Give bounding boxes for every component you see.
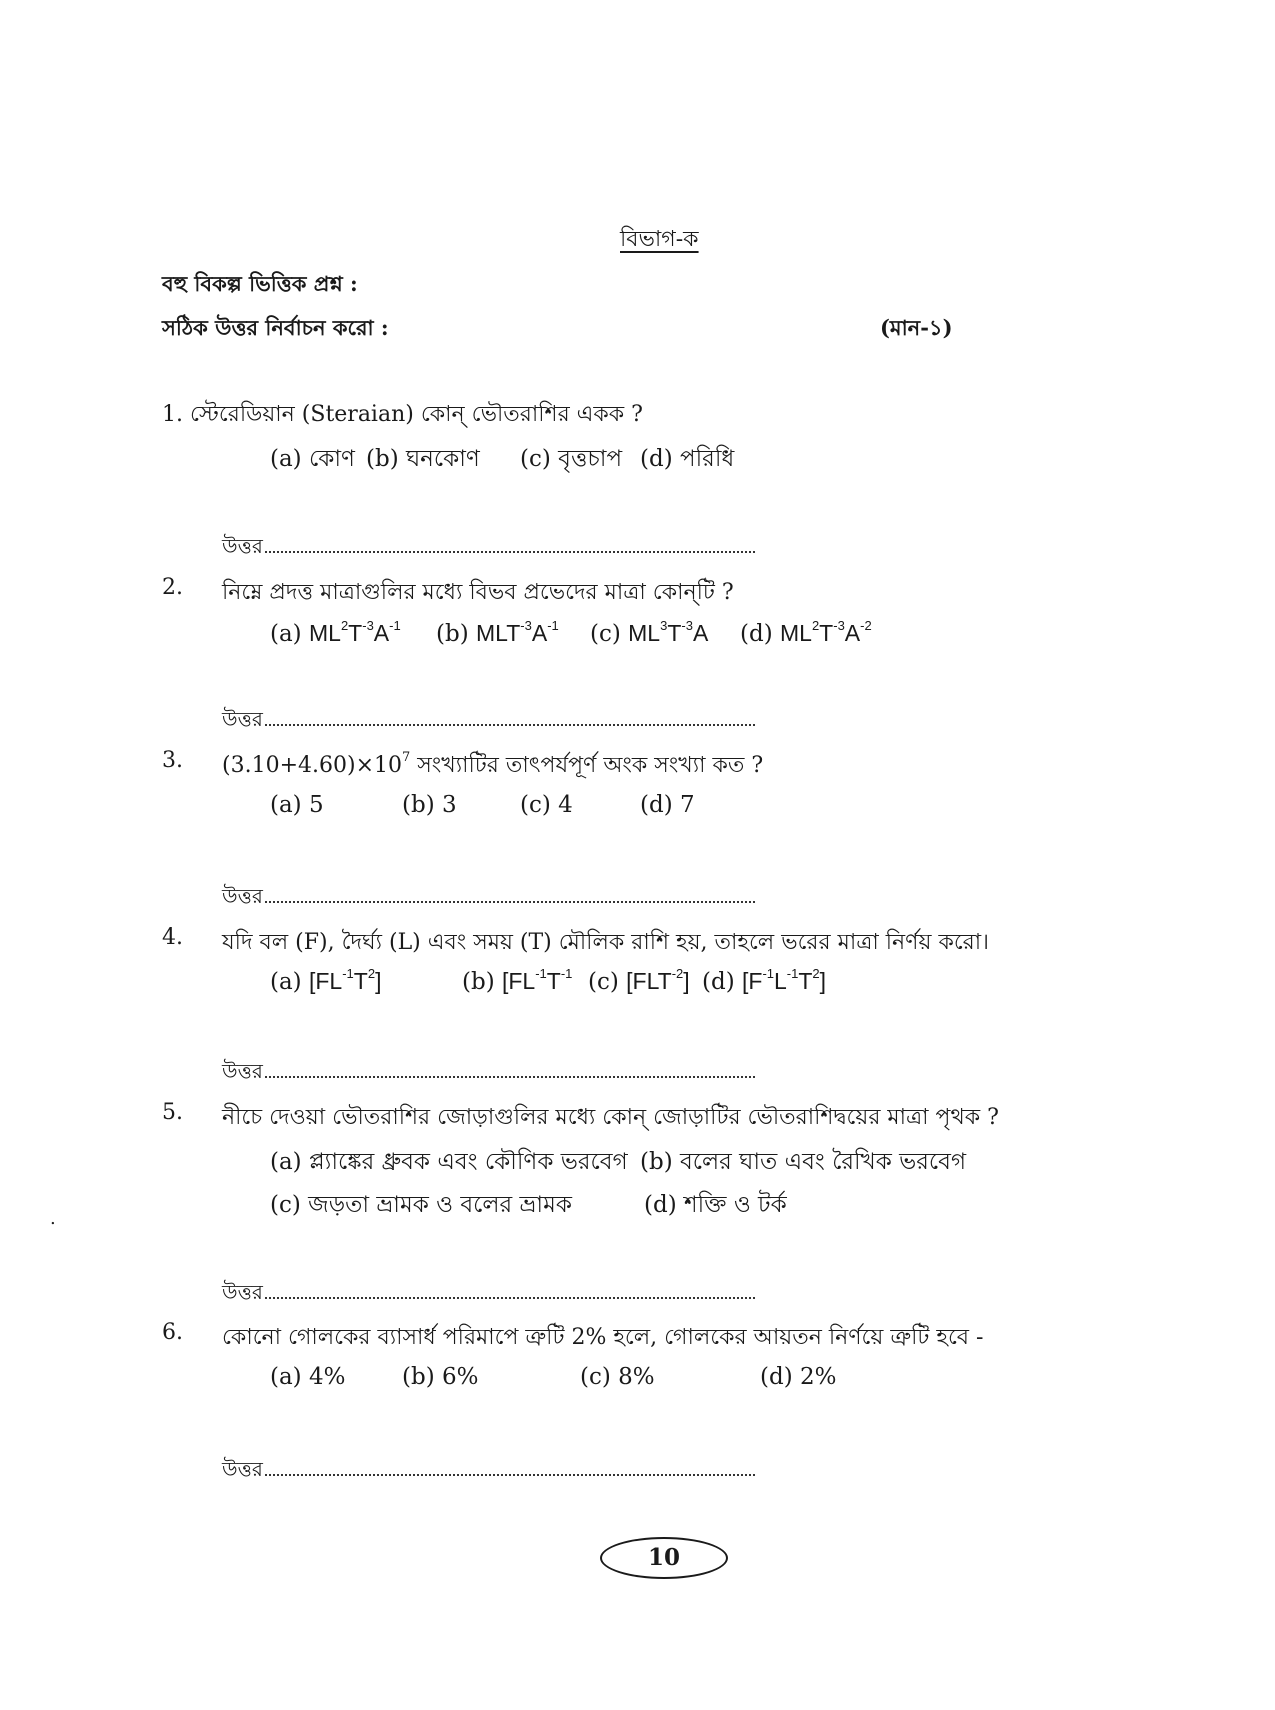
option-5c: (c) জড়তা ভ্রামক ও বলের ভ্রামক xyxy=(270,1192,572,1218)
option-label: (c) xyxy=(588,969,619,995)
option-2a xyxy=(270,620,401,647)
option-3d: (d) 7 xyxy=(640,792,695,818)
answer-dots xyxy=(265,1059,755,1078)
answer-line-2 xyxy=(222,705,755,738)
formula: [$FL^{-1}T^{-1}$ xyxy=(501,966,573,994)
option-label: (a) xyxy=(270,621,302,647)
formula: $ML^2T^{-3}A^{-1}$ xyxy=(308,618,401,646)
question-2-text: নিম্নে প্রদত্ত মাত্রাগুলির মধ্যে বিভব প্রভেদের মাত্রা কোন্‌টি ? xyxy=(222,580,734,605)
option-5a: (a) প্ল্যাঙ্কের ধ্রুবক এবং কৌণিক ভরবেগ xyxy=(270,1149,628,1175)
heading-instruction: সঠিক উত্তর নির্বাচন করো : xyxy=(162,315,389,340)
answer-label: উত্তর xyxy=(222,1280,263,1304)
option-6a: (a) 4% xyxy=(270,1364,346,1390)
question-1 xyxy=(162,397,643,434)
option-1b: (b) ঘনকোণ xyxy=(366,446,480,472)
section-title: বিভাগ-ক xyxy=(620,227,699,252)
option-3c: (c) 4 xyxy=(520,792,573,818)
question-number: 1. xyxy=(162,402,183,427)
answer-label: উত্তর xyxy=(222,1457,263,1481)
question-5-number: 5. xyxy=(162,1100,183,1125)
question-5-text: নীচে দেওয়া ভৌতরাশির জোড়াগুলির মধ্যে কোন্ জোড়াটির ভৌতরাশিদ্বয়ের মাত্রা পৃথক ? xyxy=(222,1105,999,1130)
option-6d: (d) 2% xyxy=(760,1364,837,1390)
option-4a xyxy=(270,968,381,995)
answer-line-1 xyxy=(222,532,755,565)
question-4-text: যদি বল (F), দৈর্ঘ্য (L) এবং সময় (T) মৌলিক রাশি হয়, তাহলে ভরের মাত্রা নির্ণয় করো। xyxy=(222,930,990,955)
option-label: (c) xyxy=(590,621,621,647)
option-6c: (c) 8% xyxy=(580,1364,655,1390)
option-2d xyxy=(740,620,872,647)
option-label: (d) xyxy=(740,621,773,647)
heading-mcq: বহু বিকল্প ভিত্তিক প্রশ্ন : xyxy=(162,271,358,296)
formula: $MLT^{-3}A^{-1}$ xyxy=(475,618,559,646)
answer-label: উত্তর xyxy=(222,884,263,908)
answer-label: উত্তর xyxy=(222,707,263,731)
option-label: (d) xyxy=(702,969,735,995)
answer-dots xyxy=(265,707,755,726)
option-4b xyxy=(462,968,572,995)
option-2c xyxy=(590,620,708,647)
option-1a: (a) কোণ xyxy=(270,446,355,472)
question-6-text: কোনো গোলকের ব্যাসার্ধ পরিমাপে ত্রুটি 2% হলে, গোলকের আয়তন নির্ণয়ে ত্রুটি হবে - xyxy=(222,1325,984,1350)
option-1c: (c) বৃত্তচাপ xyxy=(520,446,623,472)
answer-dots xyxy=(265,884,755,903)
answer-label: উত্তর xyxy=(222,1059,263,1083)
formula: $[F^{-1}L^{-1}T^2]$ xyxy=(741,966,827,994)
option-3a: (a) 5 xyxy=(270,792,324,818)
question-4-number: 4. xyxy=(162,925,183,950)
option-4c xyxy=(588,968,690,995)
question-text: স্টেরেডিয়ান (Steraian) কোন্ ভৌতরাশির একক ? xyxy=(190,402,643,427)
formula: $[FL^{-1}T^2]$ xyxy=(308,966,382,994)
answer-dots xyxy=(265,1457,755,1476)
formula: $ML^3T^{-3}A$ xyxy=(628,618,709,646)
answer-dots xyxy=(265,534,755,553)
option-label: (b) xyxy=(462,969,495,995)
formula: $[FLT^{-2}]$ xyxy=(626,966,690,994)
stray-mark: . xyxy=(50,1208,56,1229)
answer-label: উত্তর xyxy=(222,534,263,558)
page-number: 10 xyxy=(600,1537,728,1579)
question-3-text: $(3.10+4.60)\times 10^7$ সংখ্যাটির তাৎপর্যপূর্ণ অংক সংখ্যা কত ? xyxy=(222,750,764,778)
formula: $ML^2T^{-3}A^{-2}$ xyxy=(779,618,872,646)
option-3b: (b) 3 xyxy=(402,792,457,818)
question-2-number: 2. xyxy=(162,575,183,600)
option-5b: (b) বলের ঘাত এবং রৈখিক ভরবেগ xyxy=(640,1149,967,1175)
answer-line-5 xyxy=(222,1278,755,1311)
option-4d xyxy=(702,968,826,995)
option-2b xyxy=(436,620,559,647)
option-5d: (d) শক্তি ও টর্ক xyxy=(644,1192,787,1218)
answer-line-6 xyxy=(222,1455,755,1488)
option-1d: (d) পরিধি xyxy=(640,446,735,472)
option-6b: (b) 6% xyxy=(402,1364,479,1390)
option-label: (b) xyxy=(436,621,469,647)
answer-line-4 xyxy=(222,1057,755,1090)
question-6-number: 6. xyxy=(162,1320,183,1345)
answer-line-3 xyxy=(222,882,755,915)
option-label: (a) xyxy=(270,969,302,995)
answer-dots xyxy=(265,1280,755,1299)
marks-label: (মান-১) xyxy=(880,315,953,340)
question-3-number: 3. xyxy=(162,748,183,773)
